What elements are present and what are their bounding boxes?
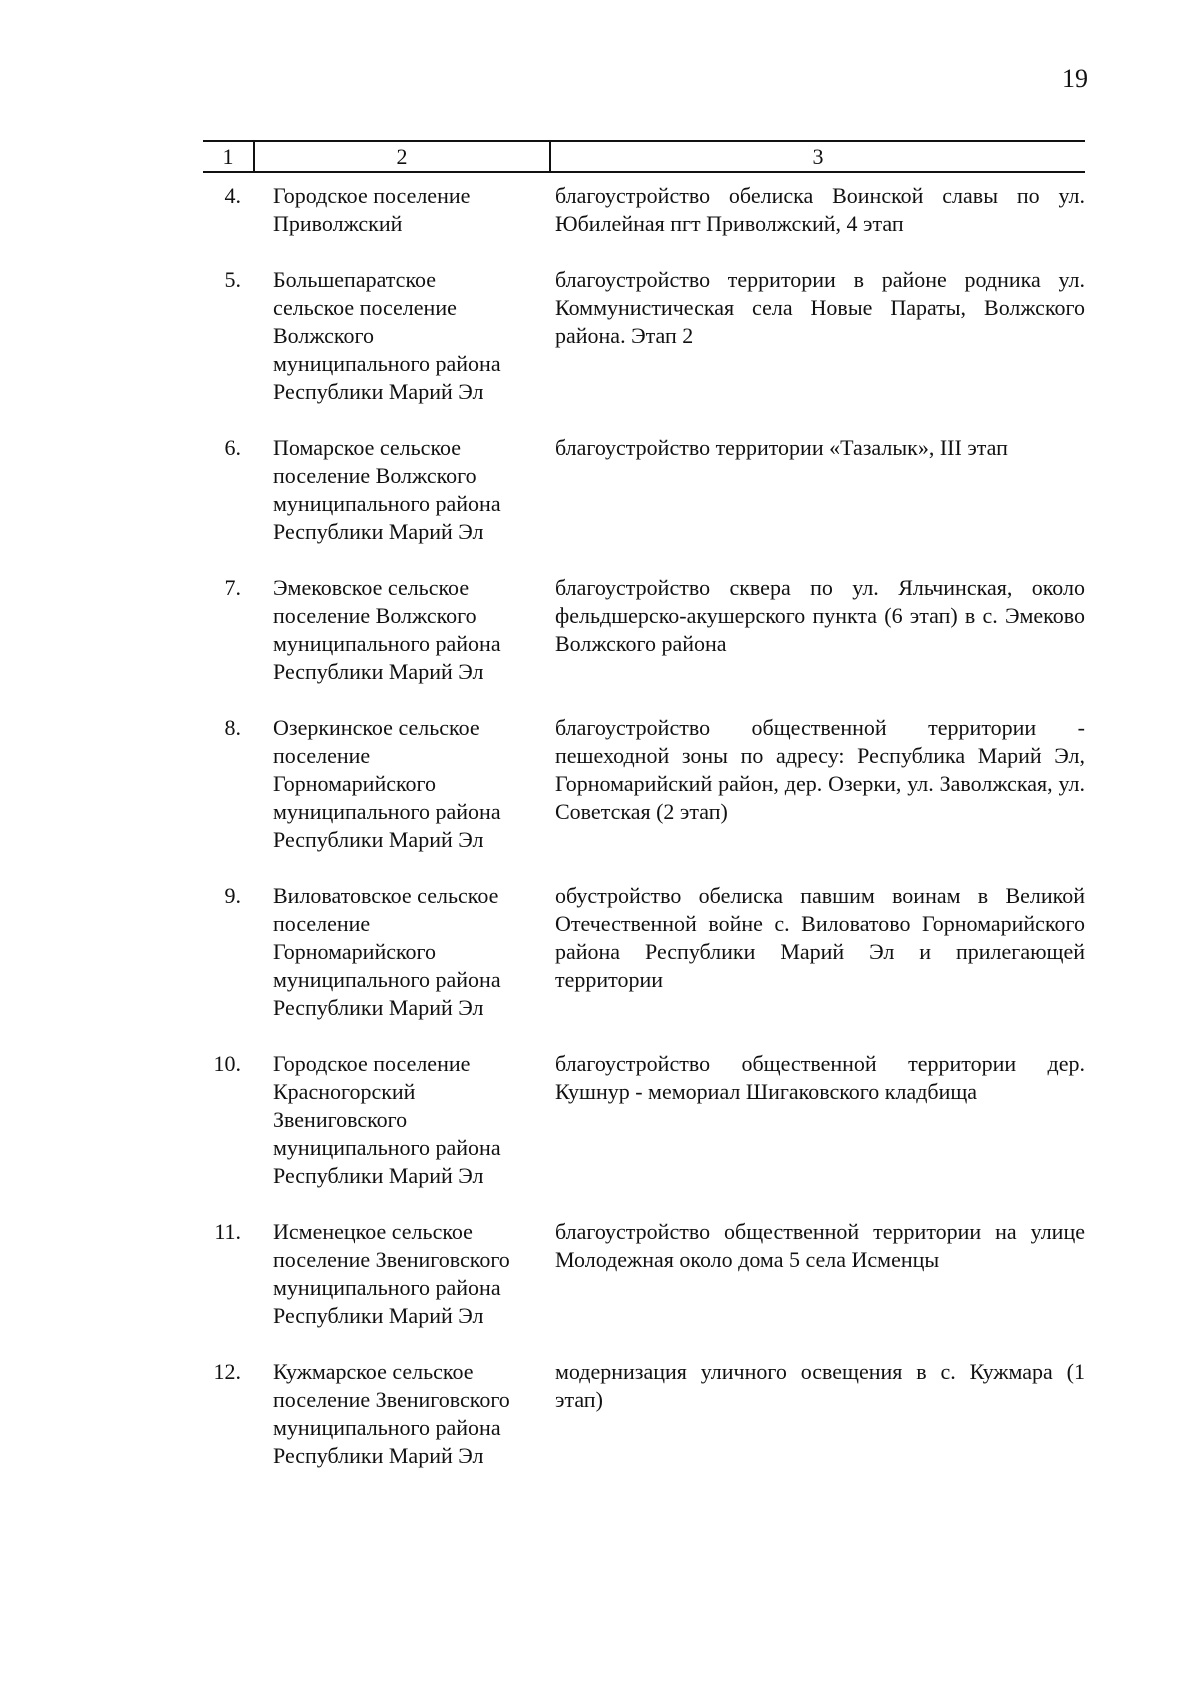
page-number: 19 xyxy=(1062,64,1088,93)
header-col-2: 2 xyxy=(255,142,551,171)
project-description: модернизация уличного освещения в с. Кужмара (1 этап) xyxy=(555,1359,1085,1412)
row-number: 6. xyxy=(224,435,241,460)
table-row xyxy=(203,266,1085,406)
settlement-name: Виловатовское сельское поселение Горномарийского муниципального района Республики Марий Эл xyxy=(273,883,501,1020)
row-number: 9. xyxy=(224,883,241,908)
project-description: благоустройство общественной территории на улице Молодежная около дома 5 села Исменцы xyxy=(555,1219,1085,1272)
row-number: 12. xyxy=(213,1359,241,1384)
table-body xyxy=(203,182,1085,1498)
table-row xyxy=(203,882,1085,1022)
table-row xyxy=(203,1050,1085,1190)
settlement-name: Городское поселение Красногорский Звениговского муниципального района Республики Марий Эл xyxy=(273,1051,501,1188)
table-row xyxy=(203,714,1085,854)
row-number: 8. xyxy=(224,715,241,740)
project-description: обустройство обелиска павшим воинам в Великой Отечественной войне с. Виловатово Горномарийского района Республики Марий Эл и прилегающей территории xyxy=(555,883,1085,992)
project-description: благоустройство общественной территории дер. Кушнур - мемориал Шигаковского кладбища xyxy=(555,1051,1085,1104)
settlement-name: Исменецкое сельское поселение Звениговского муниципального района Республики Марий Эл xyxy=(273,1219,510,1328)
table-row xyxy=(203,182,1085,238)
table-row xyxy=(203,574,1085,686)
table-header xyxy=(203,140,1085,173)
settlement-name: Городское поселение Приволжский xyxy=(273,183,471,236)
project-description: благоустройство территории «Тазалык», III этап xyxy=(555,435,1008,460)
project-description: благоустройство территории в районе родника ул. Коммунистическая села Новые Параты, Волжского района. Этап 2 xyxy=(555,267,1085,348)
project-description: благоустройство обелиска Воинской славы по ул. Юбилейная пгт Приволжский, 4 этап xyxy=(555,183,1085,236)
header-col-3: 3 xyxy=(812,143,824,169)
row-number: 5. xyxy=(224,267,241,292)
project-description: благоустройство сквера по ул. Яльчинская, около фельдшерско-акушерского пункта (6 этап) в с. Эмеково Волжского района xyxy=(555,575,1085,656)
row-number: 10. xyxy=(213,1051,241,1076)
table-row xyxy=(203,434,1085,546)
settlement-name: Эмековское сельское поселение Волжского муниципального района Республики Марий Эл xyxy=(273,575,501,684)
table-row xyxy=(203,1218,1085,1330)
row-number: 11. xyxy=(214,1219,241,1244)
settlement-name: Помарское сельское поселение Волжского муниципального района Республики Марий Эл xyxy=(273,435,501,544)
table-row xyxy=(203,1358,1085,1470)
settlement-name: Озеркинское сельское поселение Горномарийского муниципального района Республики Марий Эл xyxy=(273,715,501,852)
settlement-name: Кужмарское сельское поселение Звениговского муниципального района Республики Марий Эл xyxy=(273,1359,510,1468)
settlement-name: Большепаратское сельское поселение Волжского муниципального района Республики Марий Эл xyxy=(273,267,501,404)
project-description: благоустройство общественной территории - пешеходной зоны по адресу: Республика Марий Эл, Горномарийский район, дер. Озерки, ул. Заволжская, ул. Советская (2 этап) xyxy=(555,715,1085,824)
header-col-1: 1 xyxy=(203,142,255,171)
row-number: 4. xyxy=(224,183,241,208)
row-number: 7. xyxy=(224,575,241,600)
